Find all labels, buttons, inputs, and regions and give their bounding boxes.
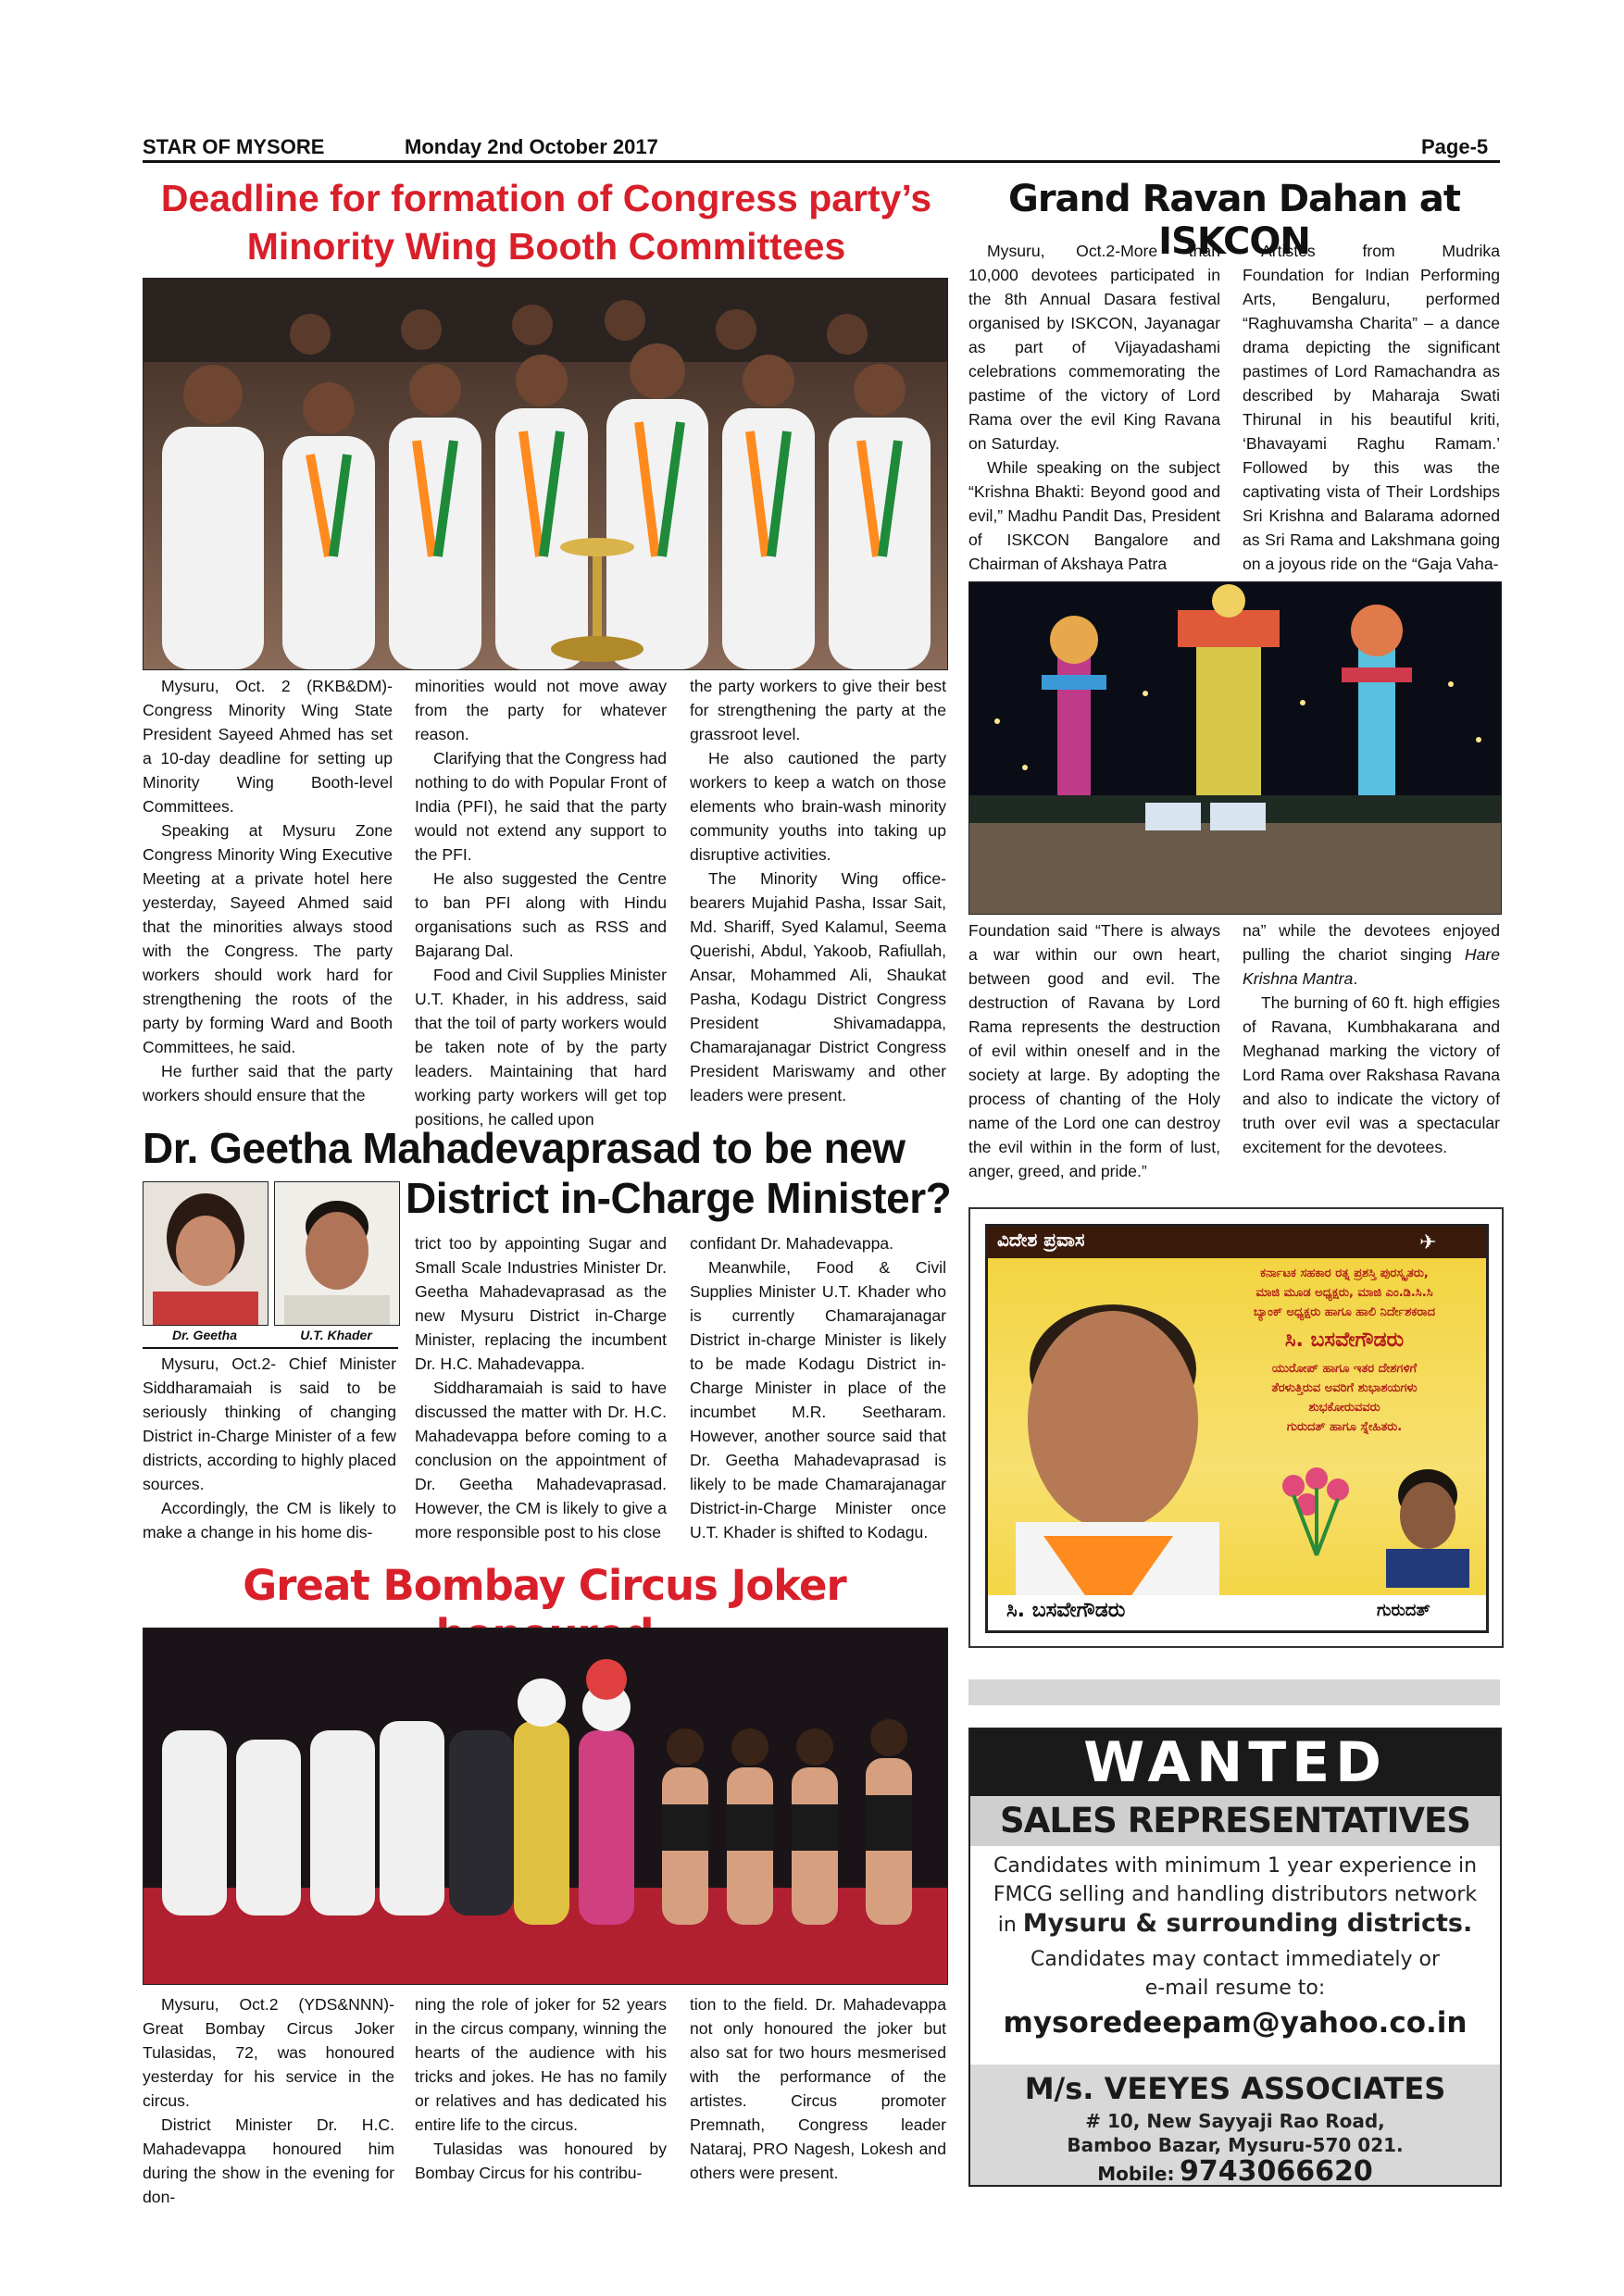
paragraph: Foundation said “There is always a war within our own heart, between good and evil. The destruction of Ravana by Lord Rama represents the destruction of evil within oneself and in the society at large. By adopting the process of chanting of the Holy name of the Lord one can destroy the evil within in the form of lust, anger, greed, and pride.” (968, 921, 1220, 1180)
paragraph: Siddharamaiah is said to have discussed the matter with Dr. H.C. Mahadevappa before coming to a conclusion on the appointment of Dr. Geetha Mahadevaprasad. However, the CM is likely to give a more responsible post to his close (415, 1379, 667, 1541)
paragraph (1243, 918, 1500, 991)
paragraph: Clarifying that the Congress had nothing to do with Popular Front of India (PFI), he said that the party would not extend any support to the PFI. (415, 749, 667, 864)
header-rule (143, 160, 1500, 163)
ad-text-block (1210, 1264, 1479, 1437)
wanted-ad (968, 1728, 1502, 2187)
paragraph: He also cautioned the party workers to keep a watch on those elements who brain-wash minority community youths into taking up disruptive activities. (690, 749, 946, 864)
text-run: na” while the devotees enjoyed pulling the chariot singing (1243, 921, 1500, 964)
article3-headline-line2: District in-Charge Minister? (406, 1174, 952, 1222)
region-text: Mysuru & surrounding districts. (1022, 1909, 1473, 1938)
article4-col1 (143, 1992, 394, 2209)
ad-line: ಬ್ಯಾಂಕ್ ಅಧ್ಯಕ್ಷರು ಹಾಗೂ ಹಾಲಿ ನಿರ್ದೇಶಕರಾದ (1253, 1305, 1436, 1319)
paragraph: the party workers to give their best for strengthening the party at the grassroot level. (690, 677, 946, 743)
paragraph: confidant Dr. Mahadevappa. (690, 1234, 894, 1253)
ad-label-left: ಸಿ. ಬಸವೇಗೌಡರು (1006, 1599, 1126, 1622)
article1-col1 (143, 674, 393, 1107)
ad-top-tag: ವಿದೇಶ ಪ್ರವಾಸ (997, 1229, 1085, 1251)
wanted-headline: WANTED (970, 1729, 1500, 1796)
paragraph: Mysuru, Oct. 2 (RKB&DM)- Congress Minority Wing State President Sayeed Ahmed has set a 10-day deadline for setting up Minority Wing Booth-level Committees. (143, 677, 393, 816)
paragraph: He further said that the party workers should ensure that the (143, 1062, 393, 1104)
article2-col1-bottom (968, 918, 1220, 1183)
paper-name: STAR OF MYSORE (143, 135, 325, 158)
article4-headline: Great Bombay Circus Joker (243, 1561, 846, 1610)
paragraph: Mysuru, Oct.2- Chief Minister Siddharamaiah is said to be seriously thinking of changing District in-Charge Minister of a few districts, according to highly placed sources. (143, 1354, 396, 1493)
paragraph: Tulasidas was honoured by Bombay Circus for his contribu- (415, 2140, 667, 2182)
ad-line: ತೆರಳುತ್ತಿರುವ ಅವರಿಗೆ ಶುಭಾಶಯಗಳು (1271, 1381, 1418, 1395)
ad-line: ಶುಭಕೋರುವವರು (1308, 1401, 1380, 1415)
body-line: Candidates may contact immediately or (1030, 1948, 1441, 1971)
paragraph: minorities would not move away from the party for whatever reason. (415, 677, 667, 743)
text-run: . (1353, 969, 1358, 988)
paragraph: trict too by appointing Sugar and Small Scale Industries Minister Dr. Geetha Mahadevaprasad as the new Mysuru District in-Charge Minister, replacing the incumbent Dr. H.C. Mahadevappa. (415, 1234, 667, 1373)
airplane-icon: ✈ (1419, 1230, 1437, 1254)
article3-headline-line1: Dr. Geetha Mahadevaprasad to be new (143, 1124, 906, 1172)
kannada-ad (968, 1207, 1504, 1648)
company-address (970, 2109, 1500, 2157)
khader-photo (274, 1181, 400, 1326)
article2-col1-top (968, 239, 1220, 576)
paragraph: tion to the field. Dr. Mahadevappa not only honoured the joker but also sat for two hours mesmerised with the performance of the artistes. Circus promoter Premnath, Congress leader Nataraj, PRO Nagesh, Lokesh and others were present. (690, 1995, 946, 2182)
congress-meeting-photo (143, 278, 948, 670)
article3-col3 (690, 1231, 946, 1544)
article1-headline-line1: Deadline for formation of Congress party’s (160, 177, 932, 219)
body-line (970, 1909, 1500, 1940)
article1-headline-line2: Minority Wing Booth Committees (246, 225, 846, 268)
grey-divider (968, 1679, 1500, 1705)
text-run: in (997, 1914, 1023, 1937)
paragraph: ning the role of joker for 52 years in the circus company, winning the hearts of the audience with his tricks and jokes. He has no family or relatives and has dedicated his entire life to the circus. (415, 1995, 667, 2134)
geetha-caption: Dr. Geetha (171, 1328, 238, 1342)
ad-honoree-name: ಸಿ. ಬಸವೇಗೌಡರು (1284, 1329, 1405, 1352)
article3-col2 (415, 1231, 667, 1544)
wanted-body (970, 1852, 1500, 2043)
body-line: e-mail resume to: (1144, 1977, 1326, 2000)
article1-col2 (415, 674, 667, 1131)
article4-col2 (415, 1992, 667, 2185)
paragraph: While speaking on the subject “Krishna Bhakti: Beyond good and evil,” Madhu Pandit Das, President of ISKCON Bangalore and Chairman of Akshaya Patra (968, 458, 1220, 573)
article2-col2-bottom (1243, 918, 1500, 1159)
article2-col2-top (1243, 239, 1500, 576)
address-line: # 10, New Sayyaji Rao Road, (1085, 2110, 1385, 2132)
caption-rule (143, 1347, 398, 1349)
paragraph: District Minister Dr. H.C. Mahadevappa honoured him during the show in the evening for don- (143, 2115, 394, 2206)
mobile-label: Mobile: (1097, 2163, 1175, 2185)
italic-text: Hare Krishna Mantra (1243, 945, 1500, 988)
paragraph: He also suggested the Centre to ban PFI along with Hindu organisations such as RSS and Bajarang Dal. (415, 869, 667, 960)
ad-line: ಮಾಜಿ ಮೂಡ ಅಧ್ಯಕ್ಷರು, ಮಾಜಿ ಎಂ.ಡಿ.ಸಿ.ಸಿ (1255, 1286, 1433, 1300)
geetha-photo (143, 1181, 269, 1326)
paragraph: The Minority Wing office- bearers Mujahid Pasha, Issar Sait, Md. Shariff, Syed Kalamul, Seema Querishi, Abdul, Yakoob, Rafiullah, Ansar, Mohammed Ali, Shaukat Pasha, Kodagu District Congress President Shivamadappa, Chamarajanagar District Congress President Mariswamy and other leaders were present. (690, 869, 946, 1104)
mobile-line (970, 2155, 1500, 2187)
wanted-subhead: SALES REPRESENTATIVES (970, 1796, 1500, 1846)
page-number: Page-5 (1421, 135, 1489, 158)
ad-line: ಗುರುದತ್ ಹಾಗೂ ಸ್ನೇಹಿತರು. (1286, 1420, 1403, 1434)
gurudat-photo (1377, 1458, 1479, 1588)
khader-caption: U.T. Khader (300, 1328, 372, 1342)
ad-line: ಕರ್ನಾಟಕ ಸಹಕಾರ ರತ್ನ ಪ್ರಶಸ್ತಿ ಪುರಸ್ಕೃತರು, (1260, 1267, 1429, 1280)
article1-headline (139, 174, 954, 270)
paragraph: The burning of 60 ft. high effigies of Ravana, Kumbhakarana and Meghanad marking the victory of Lord Rama over Rakshasa Ravana and also to indicate the victory of truth over evil was a spectacular excitement for the devotees. (1243, 993, 1500, 1156)
basavegowda-portrait (988, 1258, 1229, 1628)
email-address[interactable]: mysoredeepam@yahoo.co.in (1003, 2006, 1468, 2040)
article2-headline: Grand Ravan Dahan at ISKCON (1007, 178, 1461, 263)
ad-label-right: ಗುರುದತ್ (1377, 1601, 1430, 1620)
paragraph: Artistes from Mudrika Foundation for Indian Performing Arts, Bengaluru, performed “Raghuvamsha Charita” – a dance drama depicting the significant pastimes of Lord Ramachandra as described by Maharaja Swati Thirunal in his beautiful kriti, ‘Bhavayami Raghu Ramam.’ Followed by this was the captivating vista of Their Lordships Sri Krishna and Balarama adorned as Sri Rama and Lakshmana going on a joyous ride on the “Gaja Vaha- (1243, 242, 1500, 573)
kannada-ad-panel (985, 1224, 1489, 1633)
article1-col3 (690, 674, 946, 1107)
ad-line: ಯುರೋಪ್ ಹಾಗೂ ಇತರ ದೇಶಗಳಿಗೆ (1271, 1362, 1418, 1376)
issue-date: Monday 2nd October 2017 (405, 135, 658, 158)
body-line: FMCG selling and handling distributors network (993, 1883, 1478, 1906)
article3-col1 (143, 1352, 396, 1544)
article4-col3 (690, 1992, 946, 2185)
paragraph: Speaking at Mysuru Zone Congress Minority Wing Executive Meeting at a private hotel here yesterday, Sayeed Ahmed said that the minorities always stood with the Congress. The party workers should work hard for strengthening the roots of the party by forming Ward and Booth Committees, he said. (143, 821, 393, 1056)
paragraph: Meanwhile, Food & Civil Supplies Minister U.T. Khader who is currently Chamarajanagar District in-charge Minister is likely to be made Kodagu District in-Charge Minister in place of the incumbet M.R. Seetharam. However, another source said that Dr. Geetha Mahadevaprasad is likely to be made Chamarajanagar District-in-Charge Minister once U.T. Khader is shifted to Kodagu. (690, 1258, 946, 1541)
mobile-number[interactable]: 9743066620 (1180, 2155, 1373, 2187)
paragraph: Mysuru, Oct.2 (YDS&NNN)- Great Bombay Circus Joker Tulasidas, 72, was honoured yesterday for his service in the circus. (143, 1995, 394, 2110)
body-line: Candidates with minimum 1 year experience in (993, 1854, 1478, 1878)
paragraph: Accordingly, the CM is likely to make a change in his home dis- (143, 1499, 396, 1541)
paragraph: Food and Civil Supplies Minister U.T. Khader, in his address, said that the toil of party workers would be taken note of by the party leaders. Maintaining that hard working party workers will get top positions, he called upon (415, 966, 667, 1129)
circus-photo (143, 1628, 948, 1985)
paragraph: Mysuru, Oct.2-More than 10,000 devotees participated in the 8th Annual Dasara festival organised by ISKCON, Jayanagar as part of Vijayadashami celebrations commemorating the pastime of the victory of Lord Rama over the evil King Ravana on Saturday. (968, 242, 1220, 453)
flower-bouquet-icon (1266, 1458, 1368, 1560)
ravan-dahan-photo (968, 581, 1502, 915)
company-name: M/s. VEEYES ASSOCIATES (1024, 2071, 1446, 2106)
address-line: Bamboo Bazar, Mysuru-570 021. (1067, 2134, 1404, 2156)
